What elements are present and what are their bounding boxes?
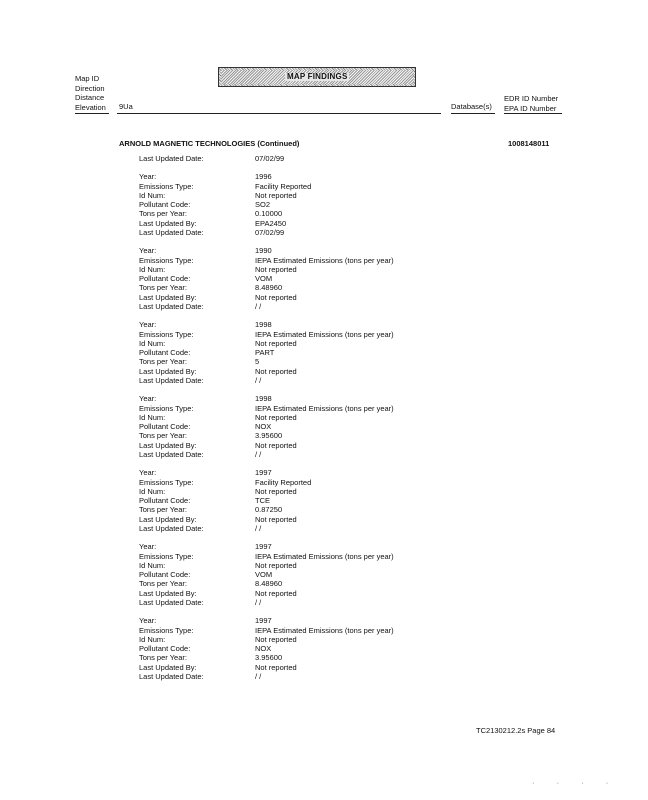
field-value: Not reported	[255, 634, 297, 644]
distance-label: Distance	[75, 93, 105, 102]
emission-record	[139, 321, 394, 386]
header-rule-left	[75, 113, 109, 114]
field-value: / /	[255, 523, 262, 533]
record-row	[139, 672, 394, 681]
field-label: Year:	[139, 394, 157, 404]
field-value: / /	[255, 375, 262, 385]
record-row	[139, 450, 394, 459]
header-right-labels	[504, 94, 558, 113]
record-row	[139, 580, 394, 589]
field-value: VOM	[255, 274, 273, 284]
field-value: Not reported	[255, 486, 297, 496]
record-row	[139, 404, 394, 413]
record-list	[139, 154, 394, 681]
field-label: Id Num:	[139, 560, 166, 570]
record-row	[139, 506, 394, 515]
field-label: Pollutant Code:	[139, 422, 191, 432]
field-label: Tons per Year:	[139, 579, 187, 589]
field-value: IEPA Estimated Emissions (tons per year)	[255, 551, 394, 561]
field-value: / /	[255, 449, 262, 459]
emission-record	[139, 173, 394, 238]
field-label: Pollutant Code:	[139, 274, 191, 284]
field-label: Last Updated Date:	[139, 597, 204, 607]
record-row	[139, 570, 394, 579]
field-label: Emissions Type:	[139, 477, 194, 487]
record-row	[139, 200, 394, 209]
field-label: Pollutant Code:	[139, 348, 191, 358]
record-row	[139, 339, 394, 348]
field-value: TCE	[255, 496, 270, 506]
field-label: Tons per Year:	[139, 505, 187, 515]
record-row	[139, 358, 394, 367]
record-row	[139, 441, 394, 450]
field-label: Pollutant Code:	[139, 496, 191, 506]
field-label: Pollutant Code:	[139, 570, 191, 580]
record-row	[139, 487, 394, 496]
field-value: Not reported	[255, 190, 297, 200]
record-row	[139, 589, 394, 598]
field-label: Tons per Year:	[139, 653, 187, 663]
field-value: / /	[255, 301, 262, 311]
field-value: 3.95600	[255, 431, 283, 441]
field-value: Not reported	[255, 514, 297, 524]
field-label: Last Updated By:	[139, 292, 197, 302]
field-label: Last Updated Date:	[139, 671, 204, 681]
header-rule-middle	[117, 113, 441, 114]
page-footer: TC2130212.2s Page 84	[476, 726, 556, 735]
field-value: NOX	[255, 644, 272, 654]
record-row	[139, 284, 394, 293]
record-row	[139, 210, 394, 219]
field-label: Last Updated By:	[139, 588, 197, 598]
emission-record	[139, 469, 394, 534]
record-row	[139, 644, 394, 653]
field-label: Id Num:	[139, 338, 166, 348]
emission-record	[139, 543, 394, 608]
field-label: Emissions Type:	[139, 255, 194, 265]
record-row	[139, 663, 394, 672]
record-row	[139, 376, 394, 385]
field-label: Tons per Year:	[139, 357, 187, 367]
header-rule-database	[451, 113, 495, 114]
field-value: Not reported	[255, 440, 297, 450]
field-label: Year:	[139, 468, 157, 478]
record-row	[139, 302, 394, 311]
field-label: Emissions Type:	[139, 551, 194, 561]
record-row	[139, 348, 394, 357]
field-label: Emissions Type:	[139, 625, 194, 635]
field-value: Facility Reported	[255, 477, 312, 487]
field-label: Last Updated Date:	[139, 523, 204, 533]
record-row	[139, 330, 394, 339]
field-label: Tons per Year:	[139, 431, 187, 441]
elevation-label: Elevation	[75, 102, 106, 112]
record-row	[139, 265, 394, 274]
record-row	[139, 256, 394, 265]
field-label: Id Num:	[139, 190, 166, 200]
map-id-label: Map ID	[75, 74, 100, 83]
record-row	[139, 321, 394, 330]
site-name: ARNOLD MAGNETIC TECHNOLOGIES (Continued)	[119, 139, 300, 148]
field-value: 3.95600	[255, 653, 283, 663]
record-row	[139, 432, 394, 441]
record-row	[139, 173, 394, 182]
field-value: IEPA Estimated Emissions (tons per year)	[255, 329, 394, 339]
field-label: Year:	[139, 616, 157, 626]
record-row	[139, 219, 394, 228]
field-label: Tons per Year:	[139, 283, 187, 293]
field-value: 1998	[255, 320, 272, 330]
record-row	[139, 422, 394, 431]
field-label: Emissions Type:	[139, 329, 194, 339]
field-label: Last Updated By:	[139, 366, 197, 376]
edr-id-value: 1008148011	[508, 139, 550, 148]
record-row	[139, 293, 394, 302]
field-value: 1996	[255, 172, 272, 182]
record-gap	[139, 237, 394, 246]
field-value: Not reported	[255, 412, 297, 422]
record-row	[139, 543, 394, 552]
record-gap	[139, 533, 394, 542]
header-rule-right	[504, 113, 562, 114]
field-label: Pollutant Code:	[139, 200, 191, 210]
field-label: Last Updated By:	[139, 662, 197, 672]
field-label: Last Updated Date:	[139, 449, 204, 459]
record-row	[139, 552, 394, 561]
record-gap	[139, 311, 394, 320]
field-value: 07/02/99	[255, 153, 285, 163]
field-value: Not reported	[255, 366, 297, 376]
field-value: / /	[255, 671, 262, 681]
field-label: Id Num:	[139, 634, 166, 644]
field-label: Last Updated Date:	[139, 153, 204, 163]
field-value: / /	[255, 597, 262, 607]
field-label: Id Num:	[139, 486, 166, 496]
record-row	[139, 191, 394, 200]
field-label: Id Num:	[139, 264, 166, 274]
record-row	[139, 635, 394, 644]
record-row	[139, 654, 394, 663]
field-value: 8.48960	[255, 283, 283, 293]
map-findings-banner	[218, 67, 416, 87]
field-value: IEPA Estimated Emissions (tons per year)	[255, 625, 394, 635]
record-row	[139, 496, 394, 505]
field-label: Tons per Year:	[139, 209, 187, 219]
field-label: Year:	[139, 542, 157, 552]
field-label: Last Updated Date:	[139, 227, 204, 237]
field-value: SO2	[255, 200, 271, 210]
field-value: Facility Reported	[255, 181, 312, 191]
emission-record	[139, 617, 394, 682]
record-gap	[139, 163, 394, 172]
field-value: Not reported	[255, 560, 297, 570]
record-row	[139, 469, 394, 478]
field-value: 0.87250	[255, 505, 283, 515]
database-label: Database(s)	[451, 102, 492, 111]
field-label: Last Updated By:	[139, 218, 197, 228]
record-row	[139, 367, 394, 376]
field-label: Last Updated By:	[139, 440, 197, 450]
record-gap	[139, 607, 394, 616]
record-row	[139, 247, 394, 256]
emission-record	[139, 247, 394, 312]
epa-id-number-label: EPA ID Number	[504, 103, 557, 113]
record-gap	[139, 385, 394, 394]
record-row	[139, 598, 394, 607]
field-value: 1998	[255, 394, 272, 404]
field-value: Not reported	[255, 292, 297, 302]
field-value: 1990	[255, 246, 272, 256]
record-row	[139, 395, 394, 404]
field-value: Not reported	[255, 588, 297, 598]
field-label: Year:	[139, 172, 157, 182]
record-row	[139, 478, 394, 487]
field-label: Year:	[139, 320, 157, 330]
direction-label: Direction	[75, 83, 105, 93]
field-value: EPA2450	[255, 218, 287, 228]
field-value: 07/02/99	[255, 227, 285, 237]
field-label: Emissions Type:	[139, 181, 194, 191]
record-gap	[139, 459, 394, 468]
banner-title: MAP FINDINGS	[287, 72, 348, 81]
field-label: Pollutant Code:	[139, 644, 191, 654]
field-value: PART	[255, 348, 275, 358]
record-row	[139, 413, 394, 422]
field-label: Last Updated Date:	[139, 301, 204, 311]
field-value: IEPA Estimated Emissions (tons per year)	[255, 403, 394, 413]
field-label: Year:	[139, 246, 157, 256]
field-label: Last Updated Date:	[139, 375, 204, 385]
field-value: IEPA Estimated Emissions (tons per year)	[255, 255, 394, 265]
record-row	[139, 617, 394, 626]
scan-marks: · · · ·	[532, 778, 619, 787]
field-value: NOX	[255, 422, 272, 432]
field-value: 8.48960	[255, 579, 283, 589]
field-label: Last Updated By:	[139, 514, 197, 524]
field-value: 5	[255, 357, 260, 367]
record-row	[139, 182, 394, 191]
field-value: 1997	[255, 542, 272, 552]
field-label: Emissions Type:	[139, 403, 194, 413]
field-value: 1997	[255, 616, 272, 626]
header-left-labels	[75, 74, 106, 112]
record-row	[139, 228, 394, 237]
record-row	[139, 626, 394, 635]
field-value: 1997	[255, 468, 272, 478]
field-value: VOM	[255, 570, 273, 580]
map-id-value: 9Ua	[119, 102, 133, 111]
intro-row	[139, 154, 394, 163]
field-value: Not reported	[255, 662, 297, 672]
record-row	[139, 524, 394, 533]
field-value: Not reported	[255, 338, 297, 348]
edr-id-number-label: EDR ID Number	[504, 94, 559, 103]
field-label: Id Num:	[139, 412, 166, 422]
record-row	[139, 515, 394, 524]
record-row	[139, 274, 394, 283]
emission-record	[139, 395, 394, 460]
field-value: Not reported	[255, 264, 297, 274]
field-value: 0.10000	[255, 209, 283, 219]
record-row	[139, 561, 394, 570]
